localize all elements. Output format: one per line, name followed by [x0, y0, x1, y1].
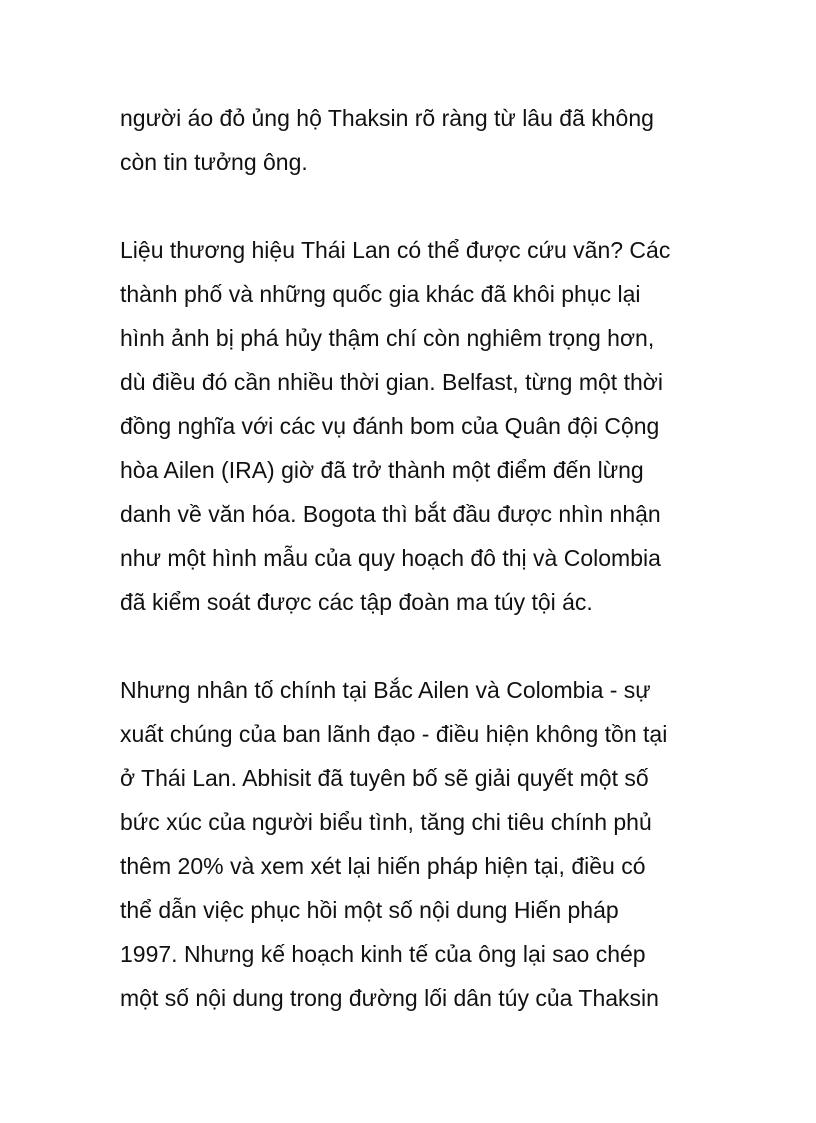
- text-line: hình ảnh bị phá hủy thậm chí còn nghiêm trọng hơn,: [120, 325, 655, 351]
- text-line: còn tin tưởng ông.: [120, 149, 308, 175]
- text-line: ở Thái Lan. Abhisit đã tuyên bố sẽ giải quyết một số: [120, 765, 649, 791]
- text-line: dù điều đó cần nhiều thời gian. Belfast, từng một thời: [120, 369, 663, 395]
- text-line: Liệu thương hiệu Thái Lan có thể được cứu vãn? Các: [120, 237, 671, 263]
- text-line: danh về văn hóa. Bogota thì bắt đầu được nhìn nhận: [120, 501, 661, 527]
- text-line: một số nội dung trong đường lối dân túy của Thaksin: [120, 985, 659, 1011]
- text-line: 1997. Nhưng kế hoạch kinh tế của ông lại sao chép: [120, 941, 646, 967]
- paragraph-1: [120, 96, 760, 184]
- text-line: đã kiểm soát được các tập đoàn ma túy tội ác.: [120, 589, 593, 615]
- text-line: thêm 20% và xem xét lại hiến pháp hiện tại, điều có: [120, 853, 646, 879]
- text-line: thể dẫn việc phục hồi một số nội dung Hiến pháp: [120, 897, 619, 923]
- text-line: người áo đỏ ủng hộ Thaksin rõ ràng từ lâu đã không: [120, 105, 654, 131]
- text-line: Nhưng nhân tố chính tại Bắc Ailen và Colombia - sự: [120, 677, 651, 703]
- text-line: xuất chúng của ban lãnh đạo - điều hiện không tồn tại: [120, 721, 668, 747]
- text-line: bức xúc của người biểu tình, tăng chi tiêu chính phủ: [120, 809, 652, 835]
- text-line: hòa Ailen (IRA) giờ đã trở thành một điểm đến lừng: [120, 457, 644, 483]
- paragraph-2: [120, 228, 760, 624]
- text-line: như một hình mẫu của quy hoạch đô thị và Colombia: [120, 545, 661, 571]
- text-line: thành phố và những quốc gia khác đã khôi phục lại: [120, 281, 641, 307]
- text-line: đồng nghĩa với các vụ đánh bom của Quân đội Cộng: [120, 413, 660, 439]
- paragraph-3: [120, 668, 760, 1020]
